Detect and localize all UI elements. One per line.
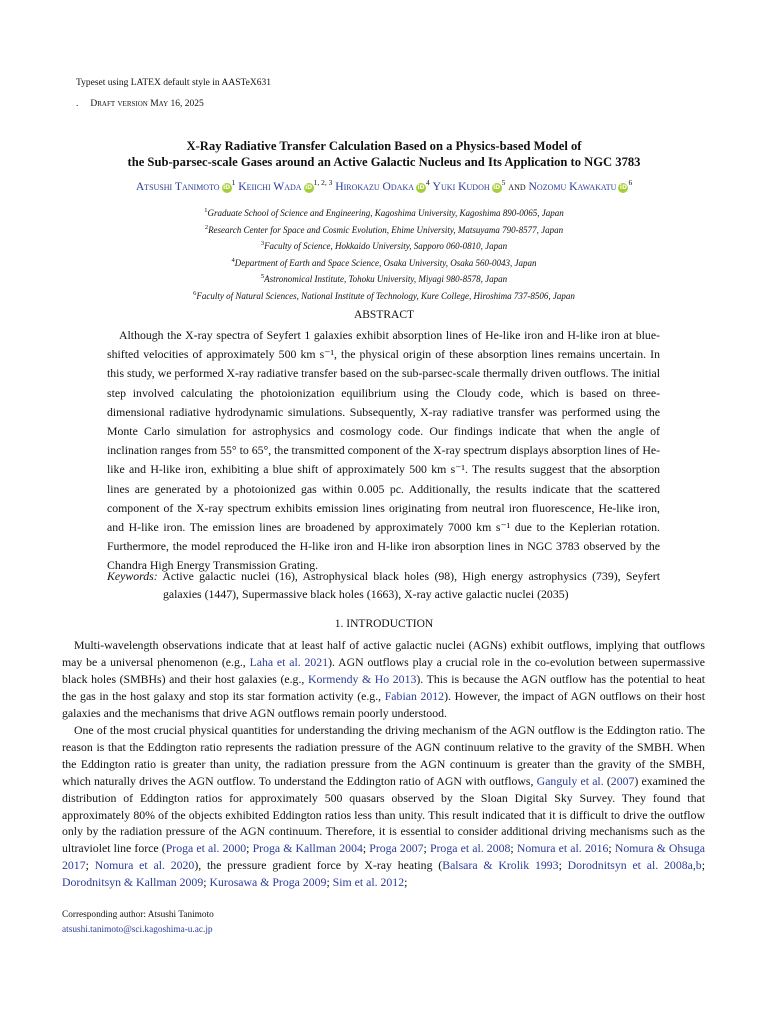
- citation-link[interactable]: Laha et al. 2021: [249, 654, 329, 669]
- citation-link[interactable]: Ganguly et al.: [536, 773, 604, 788]
- paragraph: [62, 722, 705, 892]
- paragraph-text: ). This is because the AGN outflow has the potential to heat the gas in the host galaxy and stop its star formation activity (e.g.,: [62, 671, 705, 703]
- paragraph-text: ). However, the impact of AGN outflows on their host galaxies and the mechanisms that drive AGN outflows remain poorly understood.: [62, 688, 705, 720]
- author-affil-mark: 1, 2, 3: [313, 178, 333, 187]
- paragraph-text: ;: [362, 841, 370, 856]
- author-name[interactable]: Nozomu Kawakatu: [528, 179, 617, 193]
- orcid-icon[interactable]: iD: [305, 183, 313, 191]
- citation-link[interactable]: Proga & Kallman 2004: [252, 841, 363, 856]
- paragraph-text: One of the most crucial physical quantities for understanding the driving mechanism of the AGN outflow is the Eddington ratio. The reason is that the Eddington ratio represents the radiation pressure of the AGN continuum relative to the gravity of the SMBH. When the Eddington ratio is greater than unity, the radiation pressure from the AGN continuum is greater than the gravity of the SMBH, which naturally drives the AGN outflow. To understand the Eddington ratio of AGN with outflows,: [62, 722, 705, 788]
- affiliation: $^4$Department of Earth and Space Science, Osaka University, Osaka 560-0043, Japan: [231, 256, 537, 268]
- paragraph-text: ;: [404, 875, 408, 890]
- corresponding-email-link[interactable]: atsushi.tanimoto@sci.kagoshima-u.ac.jp: [62, 925, 213, 935]
- typeset-note: Typeset using LATEX default style in AASTeX631: [76, 78, 271, 88]
- paragraph-text: ;: [701, 858, 705, 873]
- citation-link[interactable]: Nomura & Ohsuga 2017: [62, 841, 705, 873]
- paragraph-text: ), the pressure gradient force by X-ray heating (: [194, 858, 443, 873]
- affiliation: $^6$Faculty of Natural Sciences, National Institute of Technology, Kure College, Hiroshima 737-8506, Japan: [193, 289, 575, 301]
- citation-link[interactable]: Kormendy & Ho 2013: [307, 671, 417, 686]
- abstract-text: Although the X-ray spectra of Seyfert 1 galaxies exhibit absorption lines of He-like iron and H-like iron at blue-shifted velocities of approximately 500 km s⁻¹, the physical origin of these absorption lines remains uncertain. In this study, we performed X-ray radiative transfer based on the sub-parsec-scale thermally driven outflows. The initial step involved calculating the photoionization equilibrium using the Cloudy code, which is based on three-dimensional radiative hydrodynamic simulations. Subsequently, X-ray radiative transfer was performed using the Monte Carlo simulation for astrophysics and cosmology code. Our findings indicate that when the angle of inclination ranges from 55° to 65°, the transmitted component of the X-ray spectrum displays absorption lines of He-like and H-like iron, exhibiting a blue shift of approximately 500 km s⁻¹. The results suggest that the absorption lines are generated by a photoionized gas within 0.005 pc. Additionally, the results indicate that the scattered component of the X-ray spectrum exhibits emission lines originating from neutral iron fluorescence, He-like iron, and H-like iron. The emission lines are broadened by approximately 7000 km s⁻¹ due to the Keplerian rotation. Furthermore, the model reproduced the H-like iron and H-like iron absorption lines in NGC 3783 observed by the Chandra High Energy Transmission Grating.: [107, 328, 660, 573]
- affiliation: $^3$Faculty of Science, Hokkaido University, Sapporo 060-0810, Japan: [260, 240, 508, 252]
- paragraph-text: ;: [203, 875, 210, 890]
- authors-and: and: [508, 179, 526, 193]
- citation-link[interactable]: Nomura et al. 2016: [516, 841, 609, 856]
- author-affil-mark: 5: [501, 178, 506, 187]
- citation-link[interactable]: Balsara & Krolik 1993: [442, 858, 559, 873]
- orcid-icon[interactable]: iD: [223, 183, 231, 191]
- author-affil-mark: 4: [426, 178, 430, 187]
- paragraph-text: ;: [510, 841, 517, 856]
- section-heading-introduction: 1. INTRODUCTION: [334, 618, 434, 630]
- author-affil-mark: 6: [628, 178, 633, 187]
- citation-link[interactable]: Nomura et al. 2020: [94, 858, 195, 873]
- orcid-icon[interactable]: iD: [619, 183, 627, 191]
- paragraph-text: ;: [246, 841, 253, 856]
- citation-link[interactable]: Proga et al. 2008: [429, 841, 511, 856]
- citation-link[interactable]: 2007: [610, 773, 635, 788]
- author-name[interactable]: Hirokazu Odaka: [335, 179, 414, 193]
- orcid-icon[interactable]: iD: [417, 183, 425, 191]
- paragraph-text: ) examined the distribution of Eddington ratios for approximately 500 quasars observed by the Sloan Digital Sky Survey. They found that approximately 80% of the objects exhibited Eddington ratios less than unity. This result indicated that it is difficult to drive the outflow only by the radiation pressure of the AGN continuum. Therefore, it is essential to consider additional driving mechanisms such as the ultraviolet line force (: [62, 773, 705, 856]
- draft-version: Draft version May 16, 2025: [90, 99, 204, 109]
- introduction-body: [62, 637, 705, 891]
- citation-link[interactable]: Fabian 2012: [384, 688, 445, 703]
- citation-link[interactable]: Dorodnitsyn & Kallman 2009: [62, 875, 204, 890]
- paragraph-text: ). AGN outflows play a crucial role in the co-evolution between supermassive black holes (SMBHs) and their host galaxies (e.g.,: [62, 654, 705, 686]
- citation-link[interactable]: Proga 2007: [369, 841, 424, 856]
- citation-link[interactable]: Kurosawa & Proga 2009: [209, 875, 327, 890]
- paragraph-text: ;: [326, 875, 333, 890]
- paragraph-text: ;: [608, 841, 615, 856]
- author-affil-mark: 1: [231, 178, 236, 187]
- paragraph-text: ;: [423, 841, 430, 856]
- author-name[interactable]: Atsushi Tanimoto: [135, 179, 220, 193]
- paragraph-text: ;: [558, 858, 568, 873]
- affiliation: $^1$Graduate School of Science and Engineering, Kagoshima University, Kagoshima 890-0065, Japan: [204, 207, 564, 218]
- keywords-label: Keywords:: [107, 569, 158, 583]
- abstract-heading: ABSTRACT: [353, 309, 415, 321]
- affiliation: $^2$Research Center for Space and Cosmic Evolution, Ehime University, Matsuyama 790-8577, Japan: [204, 223, 564, 235]
- citation-link[interactable]: Proga et al. 2000: [165, 841, 247, 856]
- citation-link[interactable]: Dorodnitsyn et al. 2008a,b: [567, 858, 702, 873]
- draft-dot: .: [76, 99, 79, 109]
- paper-title: [60, 138, 708, 170]
- keywords: [107, 568, 660, 603]
- paragraph: [62, 637, 705, 722]
- affiliation: $^5$Astronomical Institute, Tohoku University, Miyagi 980-8578, Japan: [260, 273, 508, 285]
- citation-link[interactable]: Sim et al. 2012: [332, 875, 405, 890]
- keywords-list: Active galactic nuclei (16), Astrophysical black holes (98), High energy astrophysics (739), Seyfert galaxies (1447), Supermassive black holes (1663), X-ray active galactic nuclei (2035): [162, 569, 660, 601]
- author-name[interactable]: Yuki Kudoh: [432, 179, 490, 193]
- affiliation-list: [60, 204, 708, 304]
- author-list: [40, 178, 728, 193]
- title-line-2: the Sub-parsec-scale Gases around an Active Galactic Nucleus and Its Application to NGC 3783: [127, 155, 641, 169]
- orcid-icon[interactable]: iD: [493, 183, 501, 191]
- draft-version-line: [76, 99, 204, 109]
- paragraph-text: ;: [85, 858, 95, 873]
- paragraph-text: Multi-wavelength observations indicate that at least half of active galactic nuclei (AGNs) exhibit outflows, implying that outflows may be a universal phenomenon (e.g.,: [62, 638, 705, 669]
- title-line-1: X-Ray Radiative Transfer Calculation Based on a Physics-based Model of: [186, 139, 582, 153]
- author-name[interactable]: Keiichi Wada: [238, 179, 302, 193]
- corresponding-author: Corresponding author: Atsushi Tanimoto: [62, 910, 214, 920]
- footnote: [62, 908, 214, 938]
- paragraph-text: (: [603, 773, 611, 788]
